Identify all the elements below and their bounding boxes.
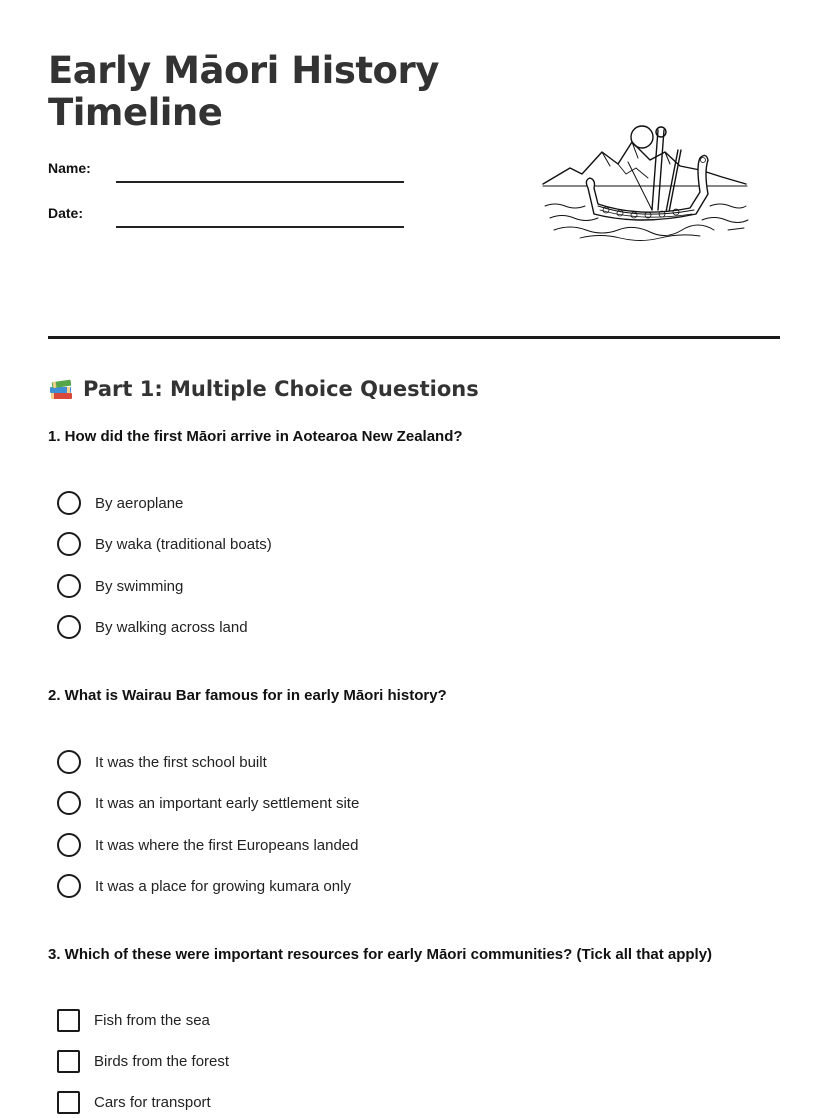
date-line[interactable] <box>116 226 404 228</box>
name-field[interactable] <box>48 160 404 184</box>
date-field[interactable] <box>48 205 404 229</box>
option-label: By walking across land <box>95 618 248 636</box>
q1-option-walking[interactable] <box>57 614 248 640</box>
option-label: By swimming <box>95 577 184 595</box>
checkbox[interactable] <box>57 1050 80 1073</box>
option-label: It was the first school built <box>95 753 267 771</box>
q1-option-waka[interactable] <box>57 531 272 557</box>
q3-option-cars[interactable] <box>57 1089 211 1115</box>
checkbox[interactable] <box>57 1091 80 1114</box>
radio-button[interactable] <box>57 532 81 556</box>
option-label: It was a place for growing kumara only <box>95 877 351 895</box>
section-divider <box>48 336 780 339</box>
option-label: It was an important early settlement site <box>95 794 360 812</box>
q2-option-europeans[interactable] <box>57 832 358 858</box>
question-2-text: 2. What is Wairau Bar famous for in early Māori history? <box>48 687 447 704</box>
radio-button[interactable] <box>57 791 81 815</box>
option-label: By waka (traditional boats) <box>95 535 272 553</box>
q1-option-swimming[interactable] <box>57 573 183 599</box>
question-1-text: 1. How did the first Māori arrive in Aotearoa New Zealand? <box>48 428 463 445</box>
option-label: It was where the first Europeans landed <box>95 836 359 854</box>
books-emoji-icon <box>48 376 74 402</box>
option-label: Cars for transport <box>94 1093 211 1111</box>
checkbox[interactable] <box>57 1009 80 1032</box>
radio-button[interactable] <box>57 615 81 639</box>
q1-option-aeroplane[interactable] <box>57 490 183 516</box>
title-line-1: Early Māori History <box>48 49 439 92</box>
part-1-heading <box>48 374 479 404</box>
q2-option-kumara[interactable] <box>57 873 351 899</box>
option-label: Fish from the sea <box>94 1011 210 1029</box>
waka-canoe-mountains-illustration <box>540 122 750 244</box>
q2-option-settlement[interactable] <box>57 790 359 816</box>
page-title <box>48 50 439 134</box>
radio-button[interactable] <box>57 574 81 598</box>
name-label: Name: <box>48 160 91 176</box>
radio-button[interactable] <box>57 833 81 857</box>
date-label: Date: <box>48 205 84 221</box>
title-line-2: Timeline <box>48 91 223 134</box>
radio-button[interactable] <box>57 874 81 898</box>
q3-option-birds[interactable] <box>57 1048 229 1074</box>
option-label: By aeroplane <box>95 494 184 512</box>
part-1-title: Part 1: Multiple Choice Questions <box>83 377 479 401</box>
radio-button[interactable] <box>57 750 81 774</box>
name-line[interactable] <box>116 181 404 183</box>
q2-option-school[interactable] <box>57 749 267 775</box>
q3-option-fish[interactable] <box>57 1007 210 1033</box>
radio-button[interactable] <box>57 491 81 515</box>
option-label: Birds from the forest <box>94 1052 230 1070</box>
question-3-text: 3. Which of these were important resources for early Māori communities? (Tick all that apply) <box>48 946 713 963</box>
